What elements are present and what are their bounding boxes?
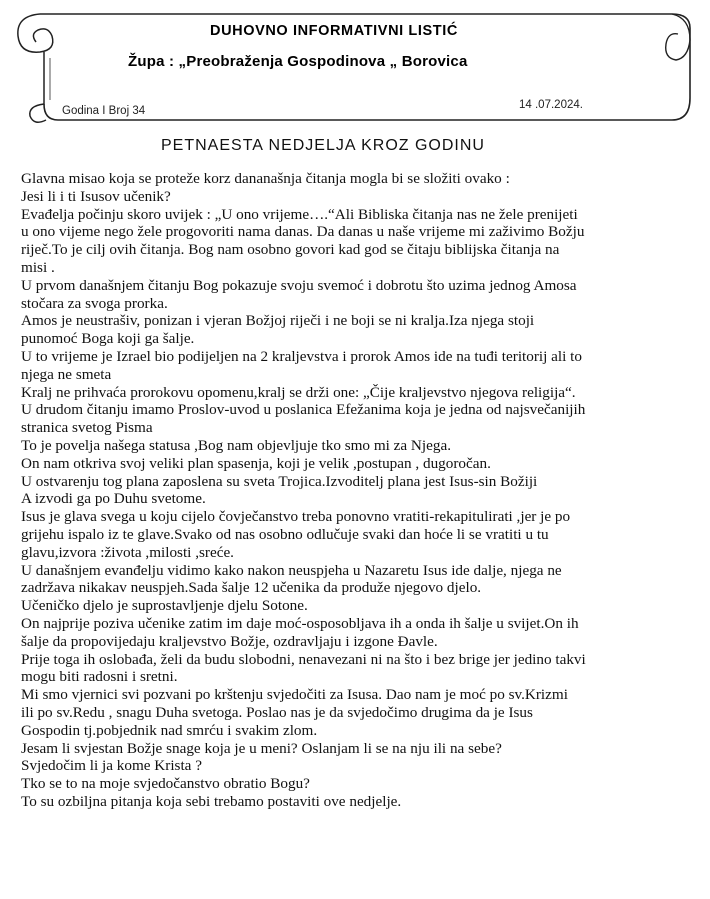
- text-line: Gospodin tj.pobjednik nad smrću i svakim zlom.: [21, 721, 318, 739]
- text-line: Jesam li svjestan Božje snage koja je u meni? Oslanjam li se na nju ili na sebe?: [21, 739, 502, 757]
- text-line: u ono vijeme nego žele progovoriti nama danas. Da danas u naše vrijeme mi zaživimo Božju: [21, 223, 585, 241]
- text-line: Evađelja počinju skoro uvijek : „U ono vrijeme….“Ali Bibliska čitanja nas ne žele prenijeti: [21, 205, 578, 223]
- text-line: Amos je neustrašiv, ponizan i vjeran Božjoj riječi i ne boji se ni kralja.Iza njega stoji: [21, 312, 535, 330]
- text-line: misi .: [21, 258, 55, 276]
- text-line: U ostvarenju tog plana zaposlena su sveta Trojica.Izvoditelj plana jest Isus-sin Božiji: [21, 472, 538, 490]
- text-line: To je povelja našega statusa ,Bog nam objevljuje tko smo mi za Njega.: [21, 436, 451, 454]
- text-line: riječ.To je cilj ovih čitanja. Bog nam osobno govori kad god se čitaju biblijska čitanja na: [21, 241, 560, 259]
- text-line: Svjedočim li ja kome Krista ?: [21, 757, 202, 775]
- text-line: U to vrijeme je Izrael bio podijeljen na 2 kraljevstva i prorok Amos ide na tuđi teritorij ali to: [21, 347, 582, 365]
- text-line: Isus je glava svega u koju cijelo čovječanstvo treba ponovno vratiti-rekapitulirati ,jer je po: [21, 508, 571, 526]
- text-line: mogu biti radosni i sretni.: [21, 668, 178, 686]
- text-line: stranica svetog Pisma: [21, 419, 153, 437]
- text-line: Jesi li i ti Isusov učenik?: [21, 187, 171, 205]
- body-text: [21, 170, 701, 811]
- text-line: zadržava nikakav neuspjeh.Sada šalje 12 učenika da produže njegovo djelo.: [21, 579, 482, 597]
- text-line: punomoć Boga koji ga šalje.: [21, 330, 195, 348]
- text-line: Glavna misao koja se proteže korz dananašnja čitanja mogla bi se složiti ovako :: [21, 170, 510, 187]
- issue-date: 14 .07.2024.: [519, 99, 583, 111]
- text-line: U drudom čitanju imamo Proslov-uvod u poslanica Efežanima koja je jedna od najsvečanijih: [21, 401, 586, 419]
- issue-number: Godina I Broj 34: [62, 105, 146, 117]
- text-line: Učeničko djelo je suprostavljenje djelu Sotone.: [21, 597, 308, 615]
- text-line: Prije toga ih oslobađa, želi da budu slobodni, nenavezani ni na što i bez brige jer jedino takvi: [21, 650, 586, 668]
- parish-name: Župa : „Preobraženja Gospodinova „ Borovica: [128, 53, 468, 70]
- text-line: A izvodi ga po Duhu svetome.: [21, 490, 206, 508]
- text-line: Mi smo vjernici svi pozvani po krštenju svjedočiti za Isusa. Dao nam je moć po sv.Krizmi: [21, 686, 568, 704]
- text-line: To su ozbiljna pitanja koja sebi trebamo postaviti ove nedjelje.: [21, 792, 402, 810]
- newsletter-title: DUHOVNO INFORMATIVNI LISTIĆ: [210, 23, 458, 39]
- text-line: On nam otkriva svoj veliki plan spasenja, koji je velik ,postupan , dugoročan.: [21, 454, 491, 472]
- text-line: Kralj ne prihvaća prorokovu opomenu,kralj se drži one: „Čije kraljevstvo njegova religija“.: [21, 383, 576, 401]
- text-line: grijehu ispalo iz te glave.Svako od nas osobno odlučuje svaki dan hoće li se vratiti u tu: [21, 525, 549, 543]
- text-line: glavu,izvora :života ,milosti ,sreće.: [21, 543, 234, 561]
- text-line: On najprije poziva učenike zatim im daje moć-osposobljava ih a onda ih šalje u svijet.On ih: [21, 614, 579, 632]
- text-line: U današnjem evanđelju vidimo kako nakon neuspjeha u Nazaretu Isus ide dalje, njega ne: [21, 561, 562, 579]
- text-line: njega ne smeta: [21, 365, 112, 383]
- text-line: šalje da propovijedaju kraljevstvo Božje, ozdravljaju i izgone Đavle.: [21, 632, 438, 650]
- text-line: stočara za svoga prorka.: [21, 294, 168, 312]
- text-line: ili po sv.Redu , snagu Duha svetoga. Poslao nas je da svjedočimo drugima da je Isus: [21, 703, 533, 721]
- text-line: U prvom današnjem čitanju Bog pokazuje svoju svemoć i dobrotu što uzima jednog Amosa: [21, 276, 577, 294]
- text-line: Tko se to na moje svjedočanstvo obratio Bogu?: [21, 775, 310, 793]
- page-title: PETNAESTA NEDJELJA KROZ GODINU: [161, 137, 485, 154]
